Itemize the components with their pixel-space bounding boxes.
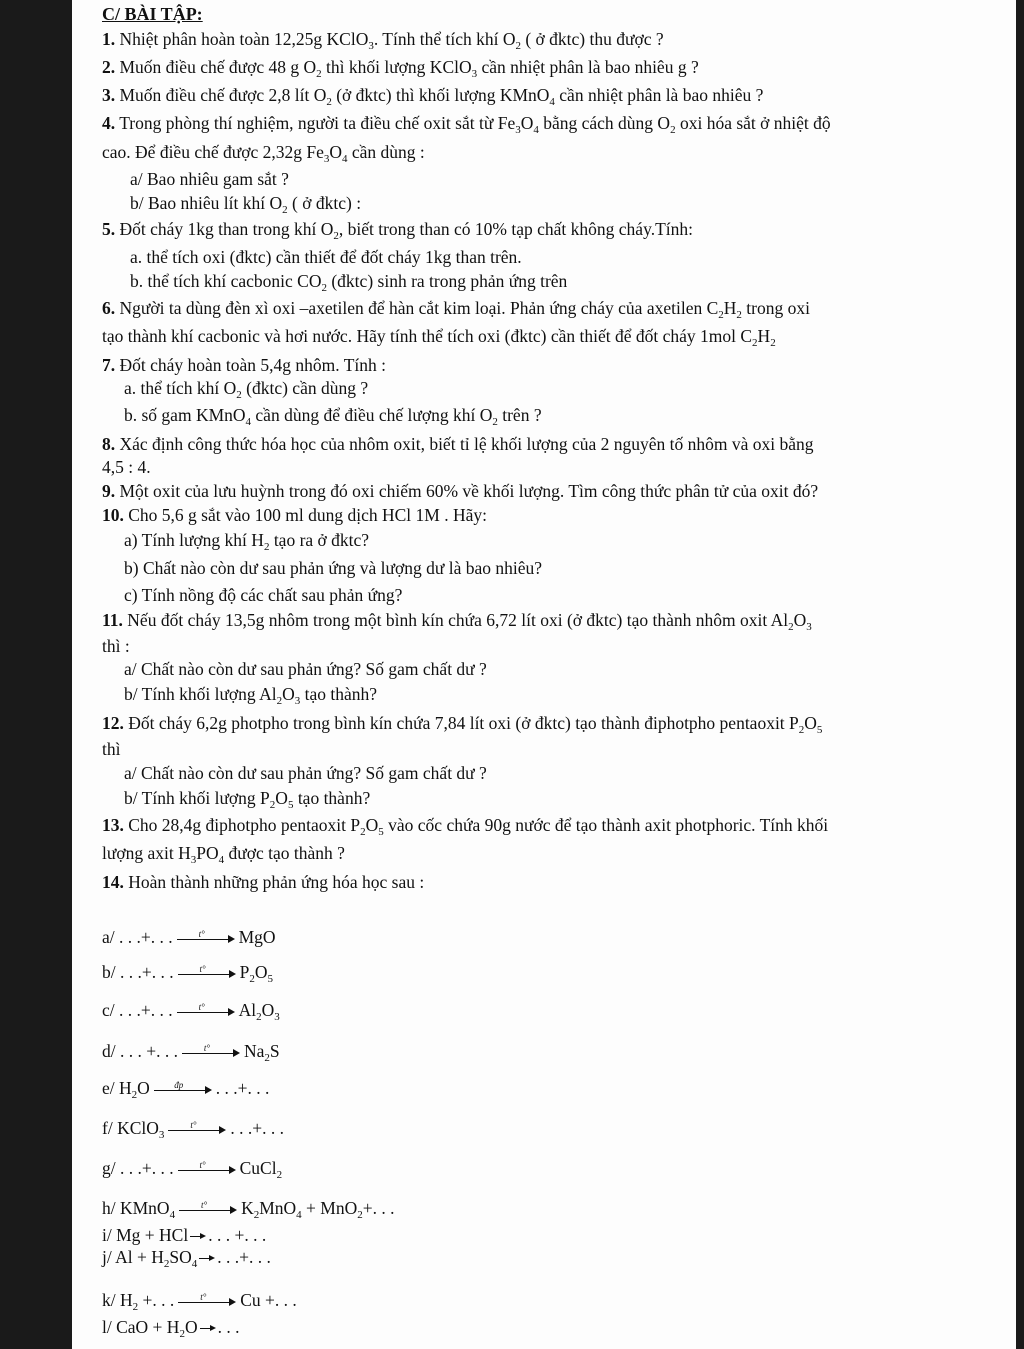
arrow-icon: [199, 1254, 215, 1264]
question-10-part-c: c) Tính nồng độ các chất sau phản ứng?: [124, 585, 403, 605]
question-7-part-b: b. số gam KMnO$_4$ cần dùng để điều chế lượng khí $O_2$ trên ?: [124, 405, 542, 428]
question-11-part-b: b/ Tính khối lượng $Al_2O_3$ tạo thành?: [124, 684, 378, 707]
question-12-part-b: b/ Tính khối lượng $P_2O_5$ tạo thành?: [124, 788, 371, 811]
reaction-d: d/ . . . +. . . t° $Na_2S$: [102, 1041, 280, 1064]
heat-arrow: t°: [178, 967, 236, 981]
question-5-part-b: b. thể tích khí cacbonic $CO_2$ (đktc) sinh ra trong phản ứng trên: [130, 271, 568, 294]
heat-arrow: t°: [178, 1295, 236, 1309]
reaction-e: e/ $H_2O$ đp . . .+. . .: [102, 1078, 270, 1101]
question-4-part-b: b/ Bao nhiêu lít khí $O_2$ ( ở đktc) :: [130, 193, 362, 216]
heat-arrow: t°: [178, 1163, 236, 1177]
question-5-part-a: a. thể tích oxi (đktc) cần thiết để đốt cháy 1kg than trên.: [130, 247, 522, 267]
question-4-part-a: a/ Bao nhiêu gam sắt ?: [130, 169, 289, 189]
question-14: 14. Hoàn thành những phản ứng hóa học sau :: [102, 872, 425, 892]
question-3: 3. Muốn điều chế được 2,8 lít $O_2$ (ở đktc) thì khối lượng KMnO$_4$ cần nhiệt phân là bao nhiêu ?: [102, 85, 764, 108]
reaction-c: c/ . . .+. . . t° $Al_2O_3$: [102, 1000, 280, 1023]
reaction-f: f/ KClO$_3$ t° . . .+. . .: [102, 1118, 284, 1141]
question-11: 11. Nếu đốt cháy 13,5g nhôm trong một bình kín chứa 6,72 lít oxi (ở đktc) tạo thành nhôm oxit $Al_2O_3$: [102, 610, 812, 633]
section-heading: C/ BÀI TẬP:: [102, 4, 203, 24]
question-8: 8. Xác định công thức hóa học của nhôm oxit, biết tỉ lệ khối lượng của 2 nguyên tố nhôm và oxi bằng: [102, 434, 814, 454]
arrow-icon: [200, 1324, 216, 1334]
question-7-part-a: a. thể tích khí $O_2$ (đktc) cần dùng ?: [124, 378, 369, 401]
reaction-b: b/ . . .+. . . t° $P_2O_5$: [102, 962, 273, 985]
question-11-line-2: thì :: [102, 636, 130, 656]
question-2: 2. Muốn điều chế được 48 g $O_2$ thì khối lượng KClO$_3$ cần nhiệt phân là bao nhiêu g ?: [102, 57, 699, 80]
question-10-part-b: b) Chất nào còn dư sau phản ứng và lượng dư là bao nhiêu?: [124, 558, 543, 578]
question-10: 10. Cho 5,6 g sắt vào 100 ml dung dịch HCl 1M . Hãy:: [102, 505, 487, 525]
question-6: 6. Người ta dùng đèn xì oxi –axetilen để hàn cắt kim loại. Phản ứng cháy của axetilen $C_2H_2$ trong oxi: [102, 298, 810, 321]
question-1: 1. Nhiệt phân hoàn toàn 12,25g KClO$_3$. Tính thể tích khí $O_2$ ( ở đktc) thu được ?: [102, 29, 664, 52]
question-7: 7. Đốt cháy hoàn toàn 5,4g nhôm. Tính :: [102, 355, 387, 375]
heat-arrow: t°: [177, 932, 235, 946]
question-6-line-2: tạo thành khí cacbonic và hơi nước. Hãy tính thể tích oxi (đktc) cần thiết để đốt cháy 1mol $C_2H_2$: [102, 326, 776, 349]
reaction-l: l/ CaO + $H_2O$ . . .: [102, 1317, 240, 1340]
arrow-icon: [190, 1232, 206, 1242]
question-5: 5. Đốt cháy 1kg than trong khí $O_2$, biết trong than có 10% tạp chất không cháy.Tính:: [102, 219, 693, 242]
question-9: 9. Một oxit của lưu huỳnh trong đó oxi chiếm 60% về khối lượng. Tìm công thức phân tử của oxit đó?: [102, 481, 819, 501]
reaction-h: h/ KMnO$_4$ t° $K_2MnO_4 + MnO_2+$. . .: [102, 1198, 395, 1221]
question-10-part-a: a) Tính lượng khí $H_2$ tạo ra ở đktc?: [124, 530, 370, 553]
reaction-j: j/ $Al + H_2SO_4$ . . .+. . .: [102, 1247, 271, 1270]
reaction-i: i/ Mg + HCl . . . +. . .: [102, 1225, 267, 1245]
question-12-part-a: a/ Chất nào còn dư sau phản ứng? Số gam chất dư ?: [124, 763, 487, 783]
question-13-line-2: lượng axit $H_3PO_4$ được tạo thành ?: [102, 843, 345, 866]
question-12: 12. Đốt cháy 6,2g photpho trong bình kín chứa 7,84 lít oxi (ở đktc) tạo thành điphotpho pentaoxit $P_2O_5$: [102, 713, 823, 736]
question-4: 4. Trong phòng thí nghiệm, người ta điều chế oxit sắt từ $Fe_3O_4$ bằng cách dùng $O_2$ oxi hóa sắt ở nhiệt độ: [102, 113, 831, 136]
question-12-line-2: thì: [102, 739, 121, 759]
reaction-k: k/ $H_2$ +. . . t° Cu +. . .: [102, 1290, 297, 1313]
reaction-g: g/ . . .+. . . t° CuCl$_2$: [102, 1158, 283, 1181]
reaction-a: a/ . . .+. . . t° MgO: [102, 927, 276, 947]
document-page: [72, 0, 1016, 1349]
heat-arrow: t°: [177, 1005, 235, 1019]
question-8-line-2: 4,5 : 4.: [102, 457, 151, 477]
heat-arrow: t°: [168, 1123, 226, 1137]
heat-arrow: t°: [179, 1203, 237, 1217]
question-13: 13. Cho 28,4g điphotpho pentaoxit $P_2O_5$ vào cốc chứa 90g nước để tạo thành axit photphoric. Tính khối: [102, 815, 829, 838]
heat-arrow: t°: [182, 1046, 240, 1060]
question-4-line-2: cao. Để điều chế được 2,32g $Fe_3O_4$ cần dùng :: [102, 142, 425, 165]
question-11-part-a: a/ Chất nào còn dư sau phản ứng? Số gam chất dư ?: [124, 659, 487, 679]
electrolysis-arrow: đp: [154, 1083, 212, 1097]
